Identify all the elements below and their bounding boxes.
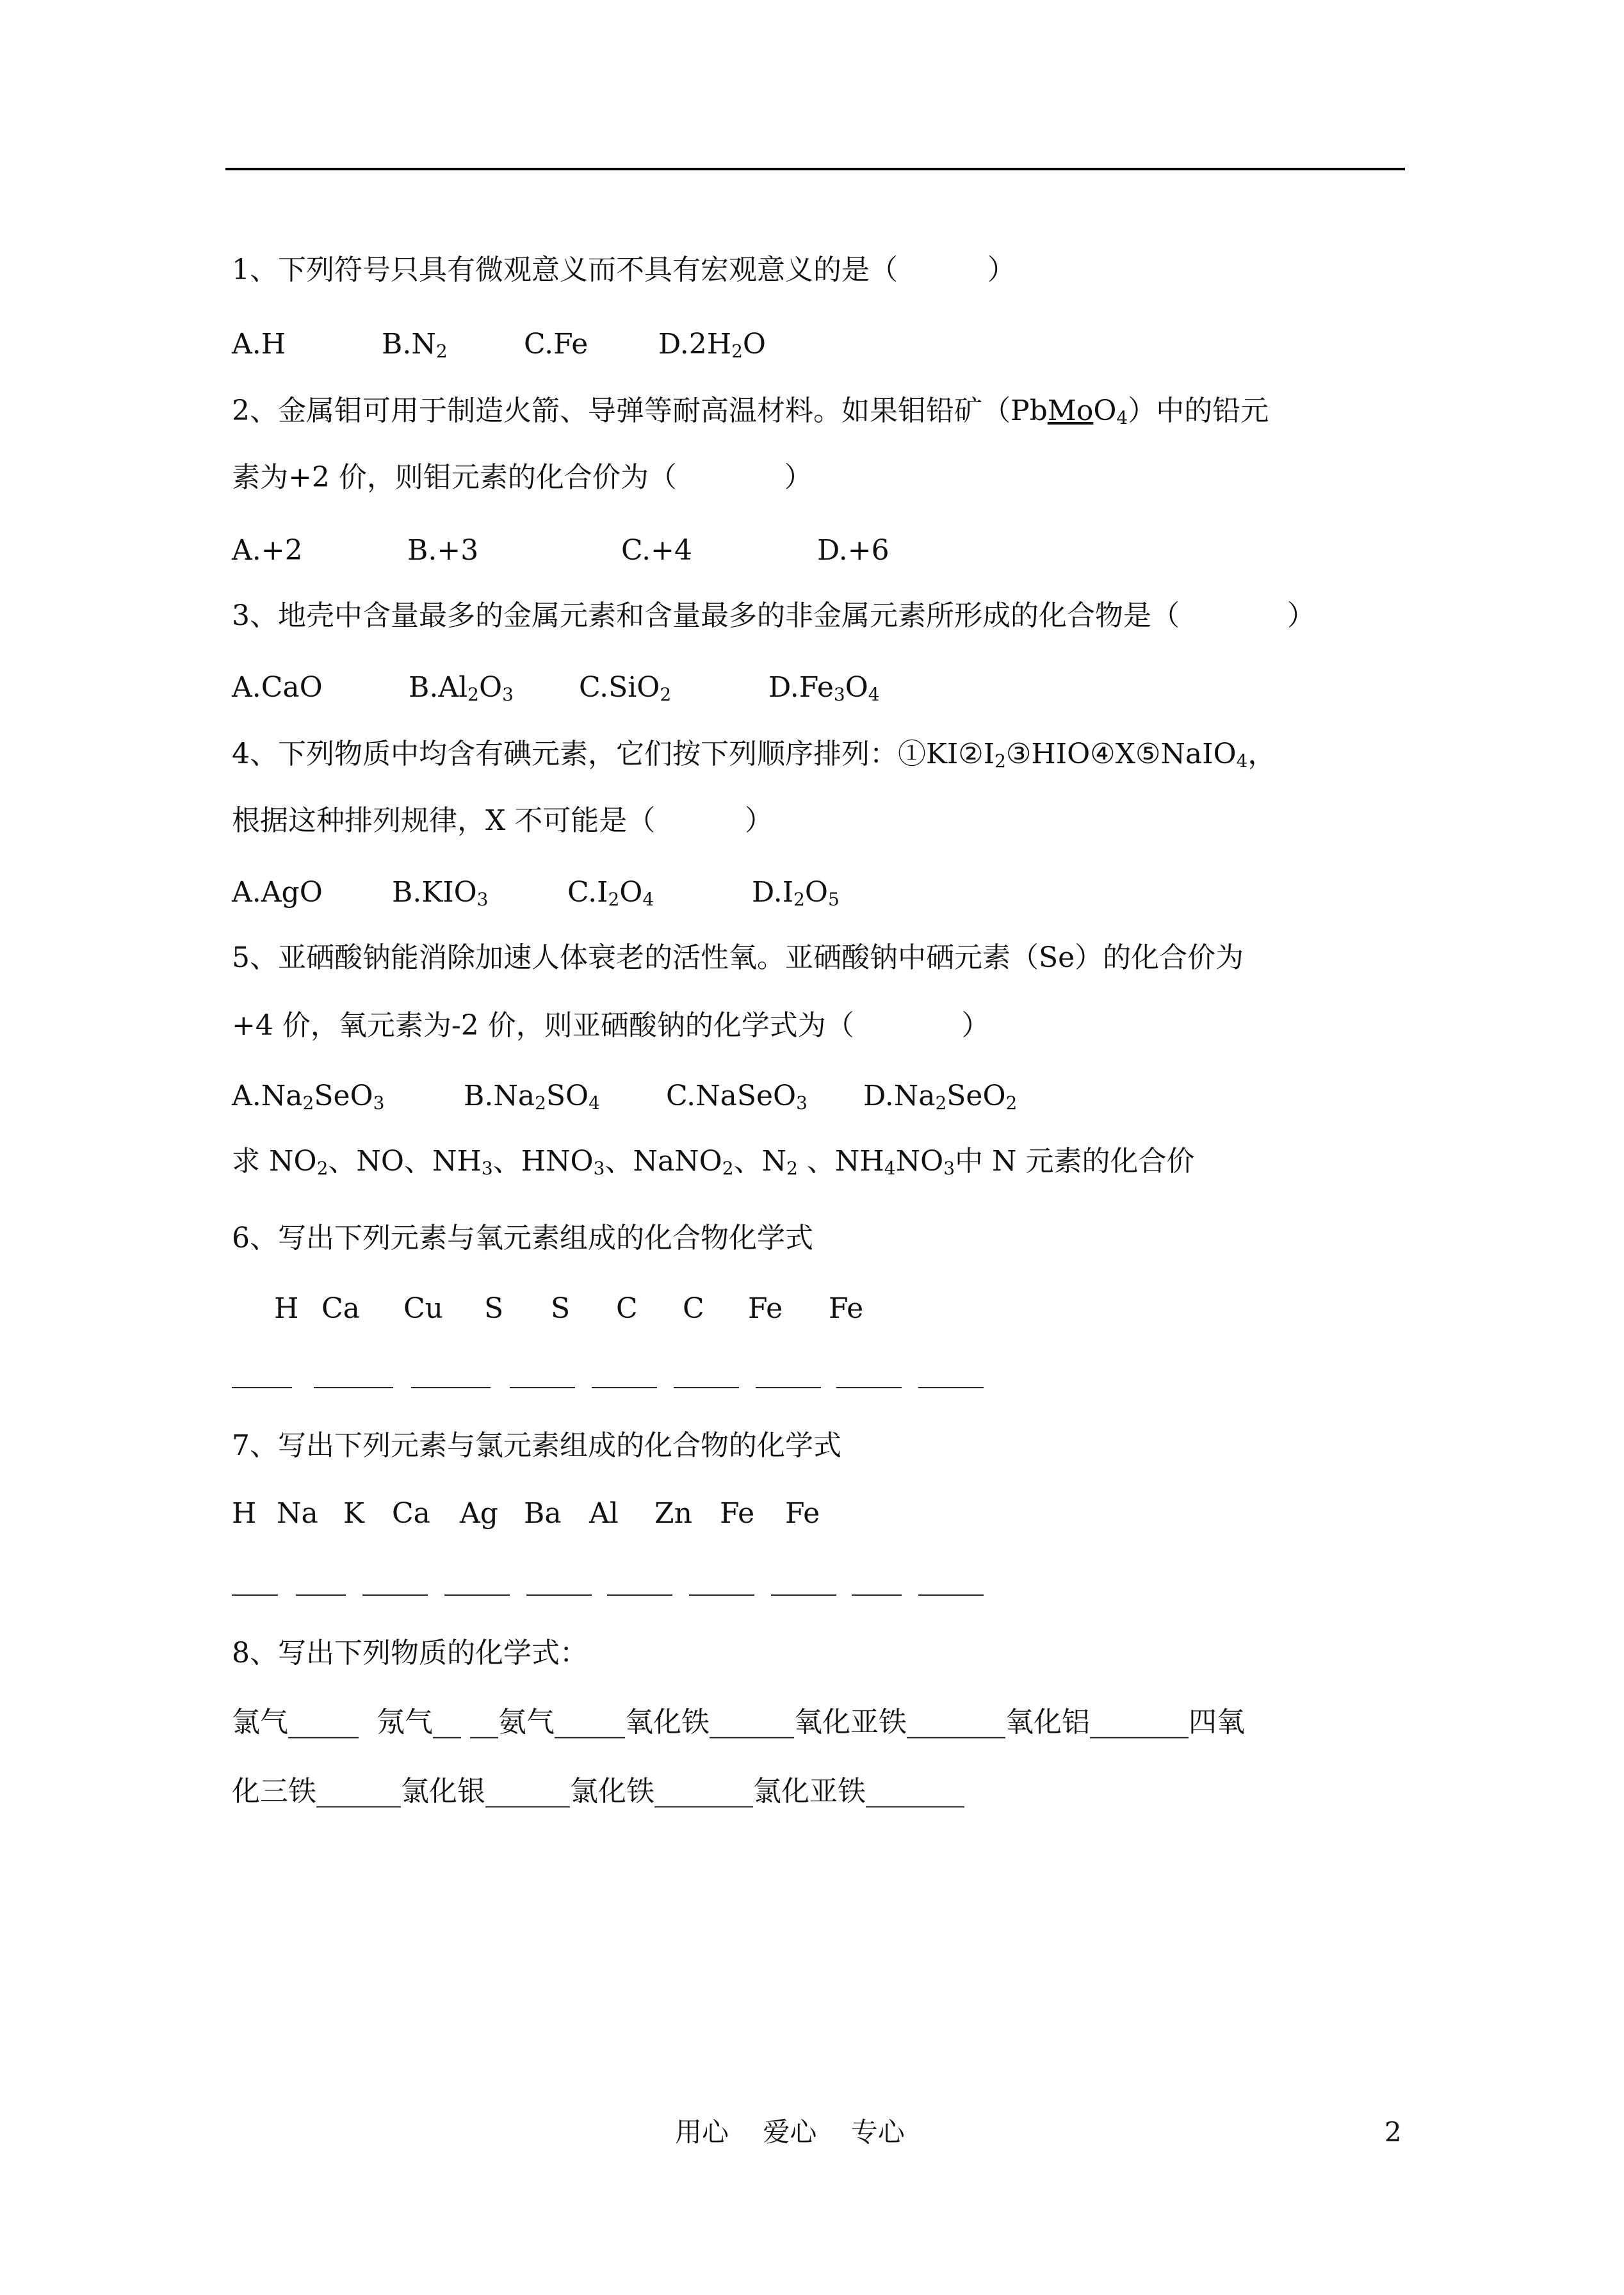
q7-answer-blank[interactable] — [607, 1594, 672, 1596]
q1-option-d[interactable]: $D.2H_2O$ — [658, 328, 766, 362]
header-rule — [225, 168, 1405, 170]
question-1-text: 1、下列符号只具有微观意义而不具有宏观意义的是（ ） — [232, 254, 1016, 286]
q1-option-c[interactable]: C.Fe — [524, 328, 589, 361]
q6-element: H — [274, 1292, 299, 1325]
q6-answer-blank[interactable] — [674, 1387, 739, 1388]
q6-answer-blank[interactable] — [510, 1387, 575, 1388]
q7-element: Na — [277, 1497, 318, 1530]
q7-element: Ba — [524, 1497, 562, 1530]
q7-answer-blank[interactable] — [918, 1594, 984, 1596]
q6-element: Fe — [748, 1292, 783, 1325]
question-8-line-1[interactable]: 氯气_____ 氖气__ __氨气_____氧化铁______氧化亚铁_______氧化铝_______四氧 — [232, 1706, 1245, 1739]
q7-element: Ag — [460, 1497, 498, 1530]
q7-answer-blank[interactable] — [444, 1594, 510, 1596]
q2-option-a[interactable]: A.+2 — [232, 534, 303, 567]
q5-option-b[interactable]: $B.Na_2SO_4$ — [464, 1080, 600, 1114]
page-number: 2 — [1384, 2116, 1402, 2148]
q5-option-c[interactable]: C.NaSeO$_3$ — [666, 1080, 808, 1114]
q7-element: Ca — [392, 1497, 430, 1530]
q6-element: C — [616, 1292, 638, 1325]
q3-option-c[interactable]: C.SiO$_2$ — [579, 671, 672, 705]
q5-option-a[interactable]: $A.Na_2SeO_3$ — [232, 1080, 385, 1114]
q4-option-d[interactable]: $D.I_2O_5$ — [752, 876, 840, 910]
q6-answer-blank[interactable] — [918, 1387, 984, 1388]
question-6-text: 6、写出下列元素与氧元素组成的化合物化学式 — [232, 1222, 813, 1254]
q6-element: S — [484, 1292, 504, 1325]
q6-element: Fe — [829, 1292, 864, 1325]
q7-element: Zn — [654, 1497, 692, 1530]
q4-option-c[interactable]: $C.I_2O_4$ — [567, 876, 654, 910]
question-5-line-1: 5、亚硒酸钠能消除加速人体衰老的活性氧。亚硒酸钠中硒元素（Se）的化合价为 — [232, 941, 1244, 974]
q6-element: S — [551, 1292, 571, 1325]
q6-element: Cu — [403, 1292, 444, 1325]
q6-element: Ca — [321, 1292, 360, 1325]
q4-option-b[interactable]: $B.KIO_3$ — [392, 876, 489, 910]
nitrogen-valence-question: 求 $NO_2$、NO、$NH_3$、$HNO_3$、NaNO$_2$、$N_2$ 、$NH_4NO_3$中 N 元素的化合价 — [232, 1145, 1195, 1179]
q1-option-b[interactable]: $B.N_2$ — [382, 328, 448, 362]
q5-option-d[interactable]: $D.Na_2SeO_2$ — [863, 1080, 1018, 1114]
question-7-text: 7、写出下列元素与氯元素组成的化合物的化学式 — [232, 1429, 841, 1462]
q7-element: Fe — [720, 1497, 755, 1530]
q7-element: Al — [589, 1497, 619, 1530]
q2-option-c[interactable]: C.+4 — [621, 534, 692, 567]
q6-answer-blank[interactable] — [756, 1387, 821, 1388]
question-8-line-2[interactable]: 化三铁______氯化银______氯化铁_______氯化亚铁_______ — [232, 1775, 964, 1808]
q6-answer-blank[interactable] — [592, 1387, 657, 1388]
q7-answer-blank[interactable] — [852, 1594, 902, 1596]
q7-answer-blank[interactable] — [362, 1594, 428, 1596]
question-5-line-2: +4 价，氧元素为-2 价，则亚硒酸钠的化学式为（ ） — [232, 1009, 990, 1042]
q7-answer-blank[interactable] — [526, 1594, 592, 1596]
q7-element: K — [343, 1497, 364, 1530]
question-4-line-2: 根据这种排列规律，X 不可能是（ ） — [232, 804, 774, 837]
question-8-text: 8、写出下列物质的化学式： — [232, 1637, 588, 1669]
footer-motto: 用心 爱心 专心 — [675, 2116, 905, 2148]
q7-element: Fe — [785, 1497, 820, 1530]
q6-answer-blank[interactable] — [836, 1387, 902, 1388]
q7-answer-blank[interactable] — [296, 1594, 346, 1596]
q6-answer-blank[interactable] — [232, 1387, 292, 1388]
q7-answer-blank[interactable] — [689, 1594, 754, 1596]
question-3-text: 3、地壳中含量最多的金属元素和含量最多的非金属元素所形成的化合物是（ ） — [232, 599, 1315, 632]
q2-option-d[interactable]: D.+6 — [817, 534, 889, 567]
q3-option-b[interactable]: $B.Al_2O_3$ — [409, 671, 514, 705]
q1-option-a[interactable]: A.H — [232, 328, 286, 361]
q2-option-b[interactable]: B.+3 — [407, 534, 479, 567]
question-2-line-2: 素为+2 价，则钼元素的化合价为（ ） — [232, 461, 813, 494]
q4-option-a[interactable]: A.AgO — [232, 876, 323, 909]
q3-option-a[interactable]: A.CaO — [232, 671, 323, 704]
q3-option-d[interactable]: $D.Fe_3O_4$ — [768, 671, 880, 705]
question-4-line-1: 4、下列物质中均含有碘元素，它们按下列顺序排列：$①KI②I_2③HIO④X⑤NaIO_4$， — [232, 738, 1276, 772]
q6-answer-blank[interactable] — [411, 1387, 491, 1388]
q7-element: H — [232, 1497, 257, 1530]
q6-element: C — [683, 1292, 704, 1325]
q7-answer-blank[interactable] — [232, 1594, 278, 1596]
q6-answer-blank[interactable] — [314, 1387, 393, 1388]
q7-answer-blank[interactable] — [771, 1594, 836, 1596]
question-2-line-1: 2、金属钼可用于制造火箭、导弹等耐高温材料。如果钼铅矿（PbMoO$_4$）中的铅元 — [232, 394, 1269, 428]
